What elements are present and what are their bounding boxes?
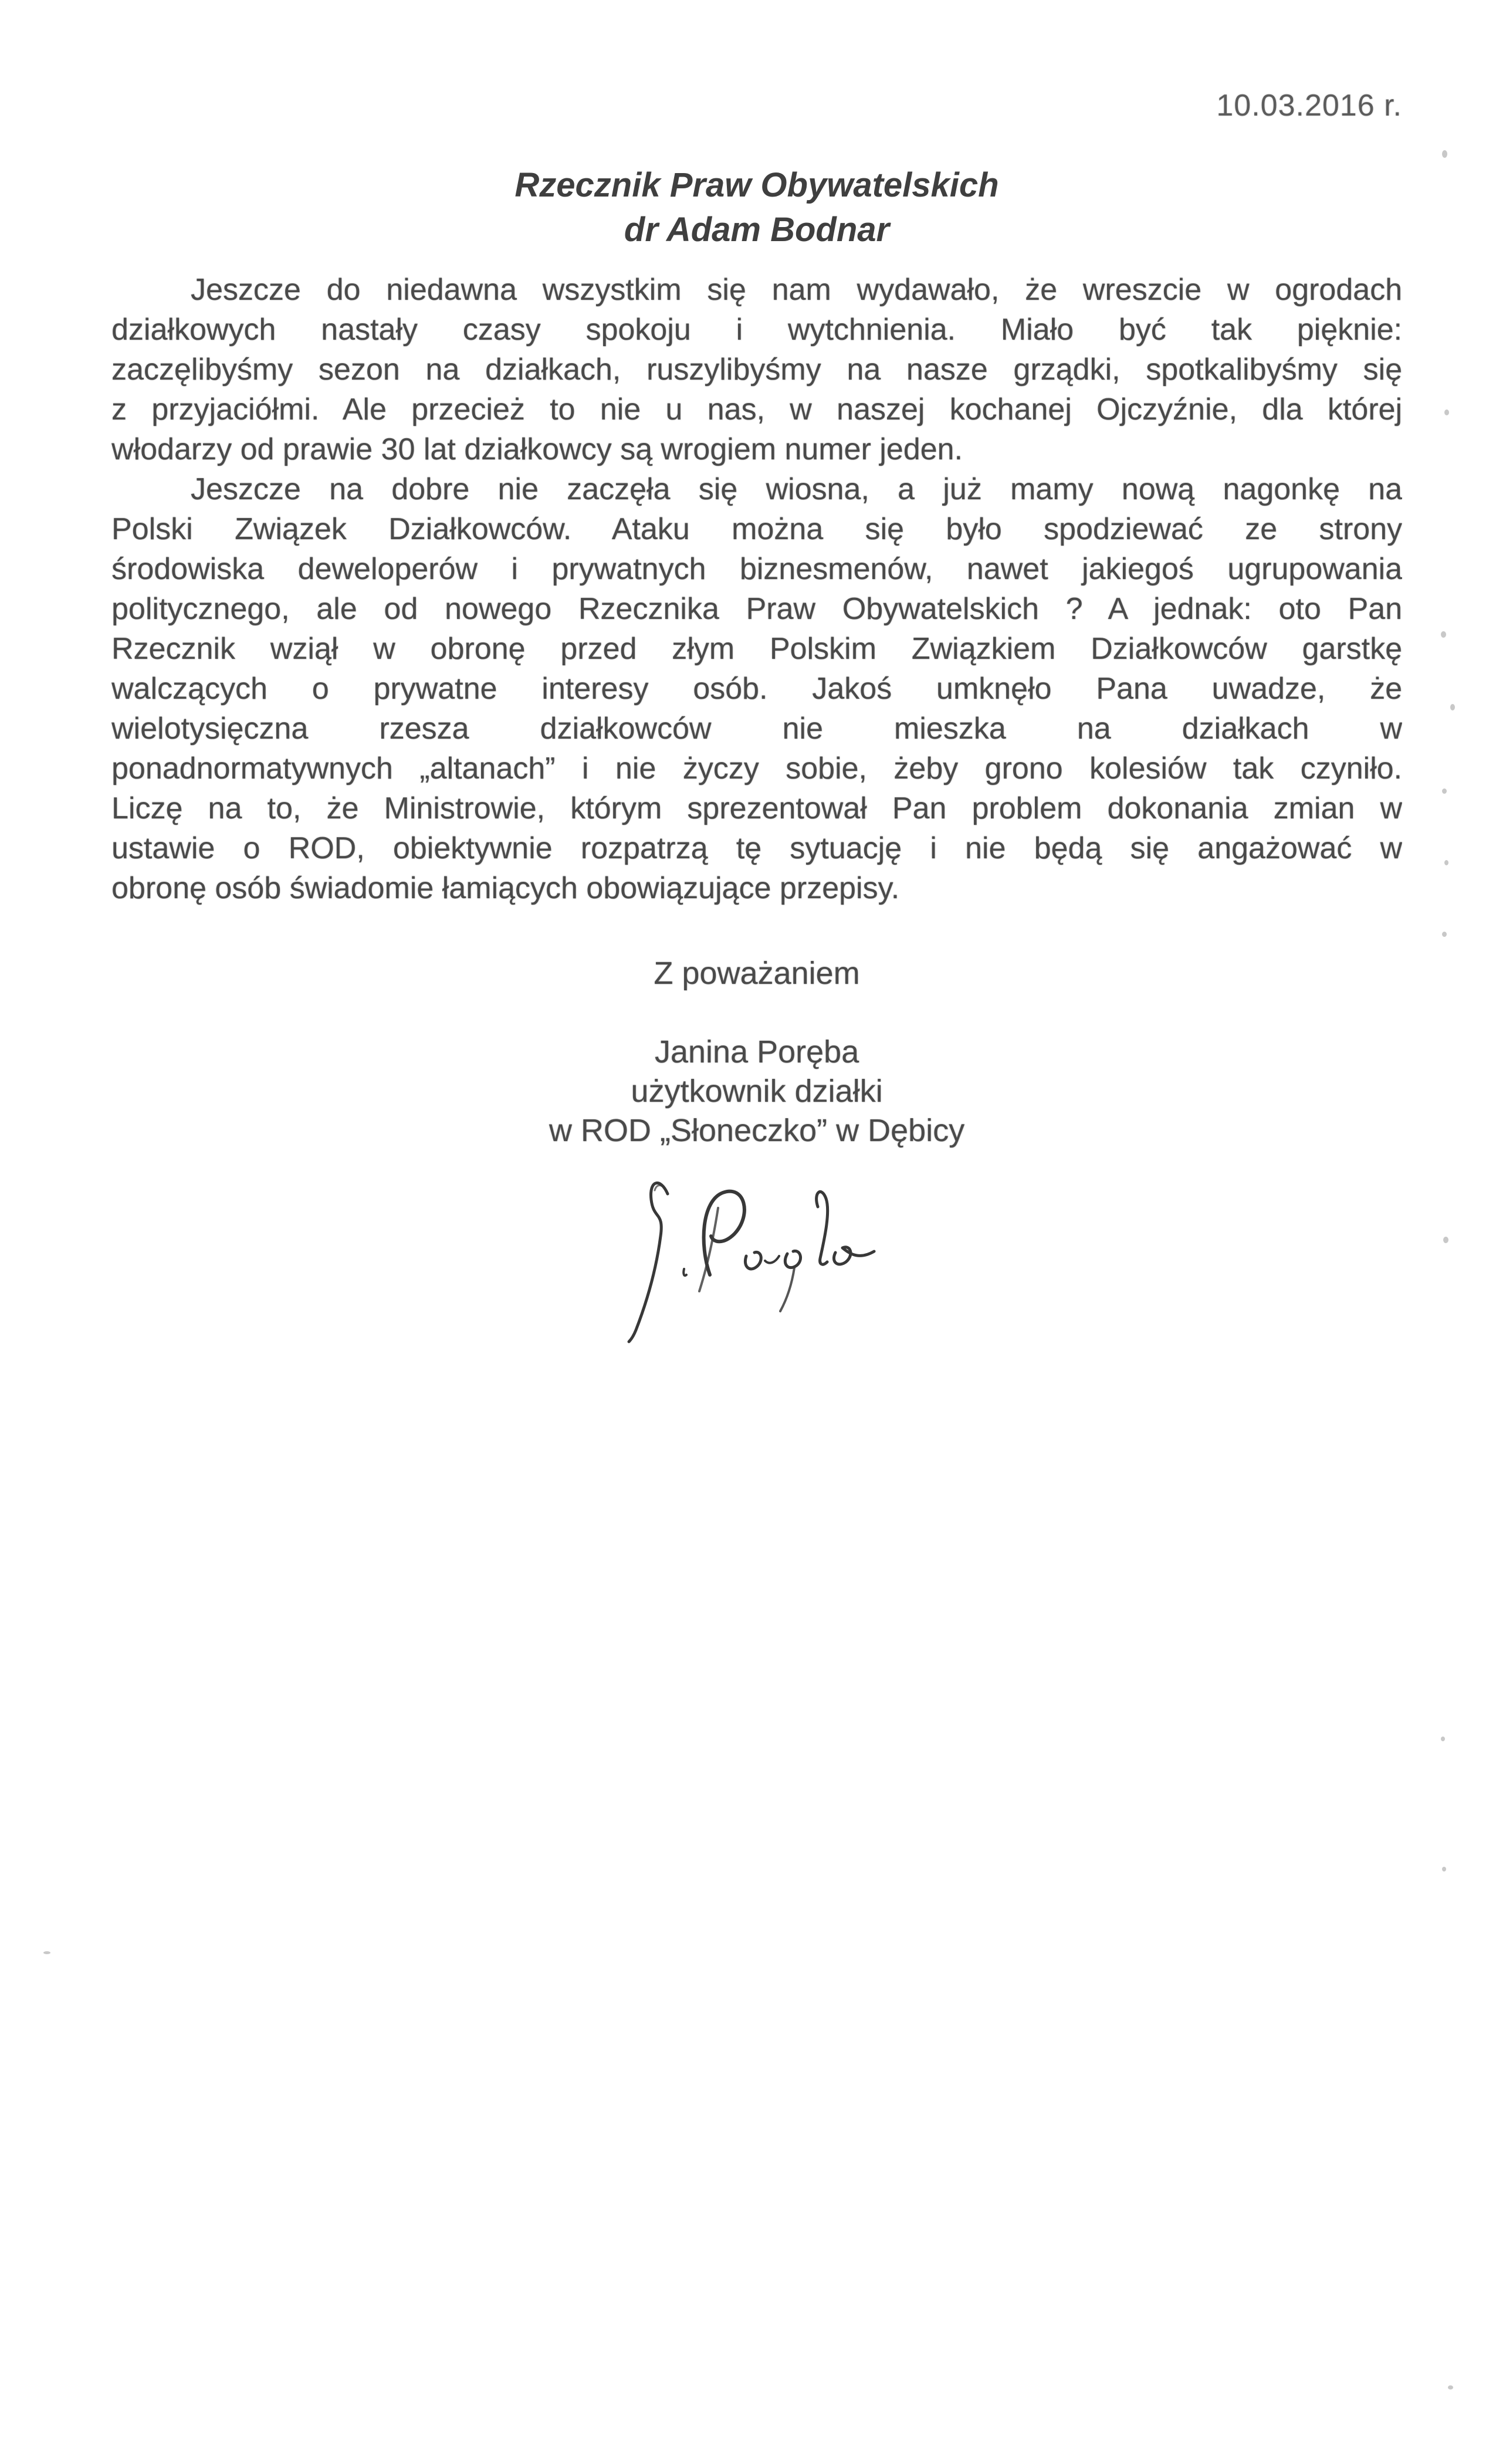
scan-artifact	[43, 1951, 50, 1954]
scan-artifact	[1442, 150, 1447, 158]
paragraph	[111, 469, 1402, 908]
body-line: Rzecznik wziął w obronę przed złym Polskim Związkiem Działkowców garstkę	[111, 632, 1402, 666]
scan-artifact	[1442, 788, 1447, 794]
paragraph	[111, 270, 1402, 469]
body-line: zaczęlibyśmy sezon na działkach, ruszylibyśmy na nasze grządki, spotkalibyśmy się	[111, 353, 1402, 387]
body-line: działkowych nastały czasy spokoju i wytchnienia. Miało być tak pięknie:	[111, 313, 1402, 347]
scan-artifact	[1442, 932, 1447, 937]
body-line: z przyjaciółmi. Ale przecież to nie u nas, w naszej kochanej Ojczyźnie, dla której	[111, 392, 1402, 427]
body-line: ponadnormatywnych „altanach” i nie życzy sobie, żeby grono kolesiów tak czyniło.	[111, 752, 1402, 786]
scan-artifact	[1450, 704, 1455, 710]
signer-block	[111, 1033, 1402, 1150]
signature-icon	[598, 1170, 892, 1346]
scan-artifact	[1444, 409, 1449, 415]
body-line: ustawie o ROD, obiektywnie rozpatrzą tę sytuację i nie będą się angażować w	[111, 831, 1402, 865]
scan-artifact	[1448, 2385, 1453, 2389]
signer-name: Janina Poręba	[654, 1034, 859, 1069]
signer-role: użytkownik działki	[631, 1074, 883, 1109]
letter-body	[111, 270, 1402, 908]
scan-artifact	[1442, 1867, 1446, 1871]
body-line: politycznego, ale od nowego Rzecznika Praw Obywatelskich ? A jednak: oto Pan	[111, 592, 1402, 626]
letter-date: 10.03.2016 r.	[1216, 89, 1402, 123]
body-line: Jeszcze do niedawna wszystkim się nam wydawało, że wreszcie w ogrodach	[191, 273, 1402, 307]
recipient-block	[111, 163, 1402, 252]
scan-artifact	[1441, 1737, 1445, 1741]
body-line: Jeszcze na dobre nie zaczęła się wiosna, a już mamy nową nagonkę na	[191, 472, 1402, 506]
handwritten-signature	[598, 1170, 892, 1346]
body-line: środowiska deweloperów i prywatnych biznesmenów, nawet jakiegoś ugrupowania	[111, 552, 1402, 586]
body-line: obronę osób świadomie łamiących obowiązujące przepisy.	[111, 871, 900, 905]
recipient-title: Rzecznik Praw Obywatelskich	[515, 166, 999, 204]
body-line: wielotysięczna rzesza działkowców nie mieszka na działkach w	[111, 712, 1402, 746]
body-line: Liczę na to, że Ministrowie, którym sprezentował Pan problem dokonania zmian w	[111, 791, 1402, 825]
scan-artifact	[1441, 631, 1446, 638]
body-line: Polski Związek Działkowców. Ataku można się było spodziewać ze strony	[111, 512, 1402, 546]
body-line: włodarzy od prawie 30 lat działkowcy są wrogiem numer jeden.	[111, 432, 963, 466]
body-line: walczących o prywatne interesy osób. Jakoś umknęło Pana uwadze, że	[111, 672, 1402, 706]
closing-phrase: Z poważaniem	[654, 956, 860, 991]
scan-artifact	[1444, 860, 1448, 865]
scan-artifact	[1443, 1237, 1448, 1243]
recipient-name: dr Adam Bodnar	[624, 211, 890, 249]
signer-org: w ROD „Słoneczko” w Dębicy	[549, 1113, 965, 1148]
